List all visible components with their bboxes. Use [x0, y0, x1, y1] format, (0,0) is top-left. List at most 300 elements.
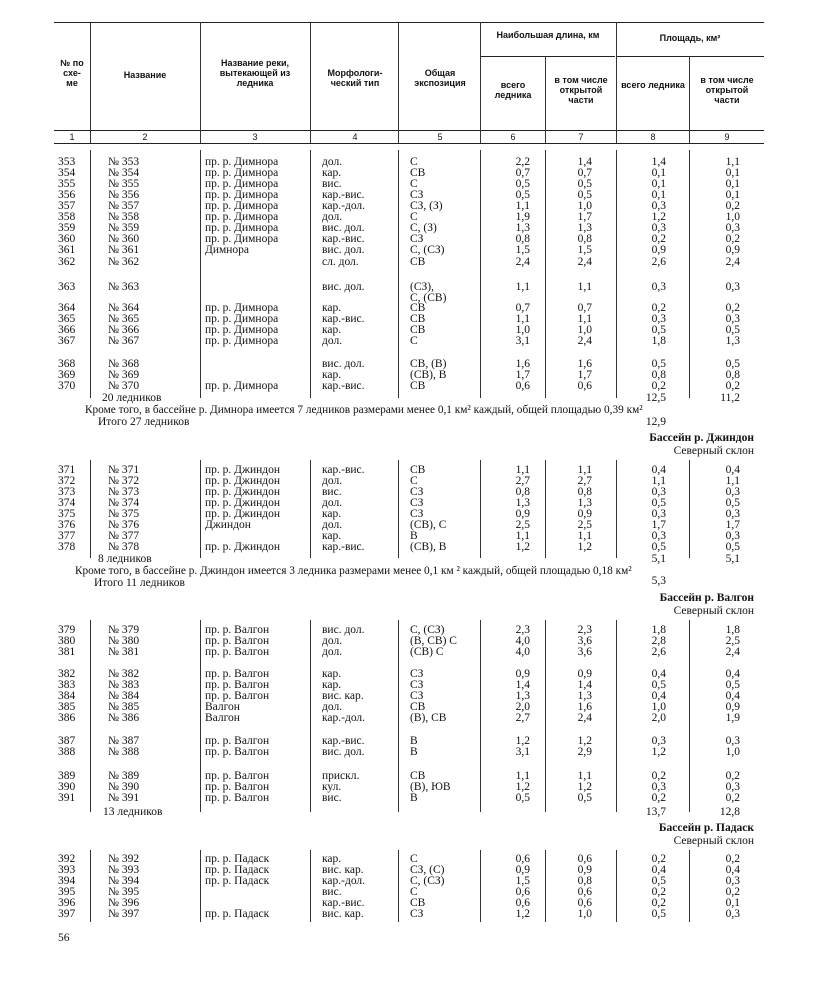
header-col-divider	[90, 22, 91, 143]
length-open: 1,1	[577, 530, 592, 542]
length-open: 0,9	[577, 668, 592, 680]
row-number: 379	[58, 624, 76, 636]
exposure: В	[410, 792, 418, 804]
length-total: 3,1	[515, 335, 530, 347]
length-open: 0,5	[577, 189, 592, 201]
column-rule	[310, 850, 311, 922]
area-open: 0,3	[725, 486, 740, 498]
morph-type: вис. кар.	[322, 690, 364, 702]
area-open: 0,2	[725, 770, 740, 782]
length-open: 3,6	[577, 646, 592, 658]
morph-type: сл. дол.	[322, 256, 359, 268]
length-open: 2,4	[577, 335, 592, 347]
col-number: 9	[724, 132, 730, 142]
summary-total: Итого 27 ледников	[98, 416, 190, 428]
area-open: 0,2	[725, 380, 740, 392]
glacier-name: № 371	[108, 464, 140, 476]
row-number: 391	[58, 792, 76, 804]
exposure: СЗ, (С)	[410, 864, 445, 876]
morph-type: кар.-вис.	[322, 313, 365, 325]
length-open: 0,6	[577, 380, 592, 392]
length-total: 0,5	[515, 792, 530, 804]
morph-type: дол.	[322, 335, 343, 347]
morph-type: кар.	[322, 324, 342, 336]
area-total: 0,4	[651, 690, 666, 702]
exposure: С, (СЗ)	[410, 875, 445, 887]
exposure: СВ	[410, 897, 426, 909]
glacier-name: № 396	[108, 897, 140, 909]
length-total: 1,0	[515, 324, 530, 336]
length-open: 0,8	[577, 486, 592, 498]
length-open: 1,2	[577, 781, 592, 793]
exposure: СВ	[410, 256, 426, 268]
row-number: 377	[58, 530, 76, 542]
column-rule	[398, 150, 399, 398]
header-length-open: в том числе открытой части	[554, 75, 608, 105]
length-open: 1,7	[577, 211, 592, 223]
morph-type: кар.-вис.	[322, 380, 365, 392]
river-name: пр. р. Валгон	[205, 646, 270, 658]
header-subrule-area	[617, 56, 764, 57]
length-total: 1,3	[515, 690, 530, 702]
row-number: 371	[58, 464, 76, 476]
header-area-total: всего ледника	[621, 80, 685, 90]
column-rule	[90, 620, 91, 812]
glacier-name: № 365	[108, 313, 140, 325]
area-total: 1,8	[651, 624, 666, 636]
length-total: 1,1	[515, 464, 530, 476]
river-name: пр. р. Джиндон	[205, 508, 281, 520]
area-total: 0,5	[651, 679, 666, 691]
row-number: 390	[58, 781, 76, 793]
length-open: 1,6	[577, 701, 592, 713]
column-rule	[90, 850, 91, 922]
river-name: пр. р. Димнора	[205, 211, 279, 223]
river-name: пр. р. Димнора	[205, 313, 279, 325]
length-open: 1,4	[577, 679, 592, 691]
river-name: пр. р. Джиндон	[205, 497, 281, 509]
row-number: 362	[58, 256, 76, 268]
exposure: (СВ), С	[410, 519, 447, 531]
length-open: 1,3	[577, 690, 592, 702]
row-number: 380	[58, 635, 76, 647]
column-rule	[480, 620, 481, 812]
exposure: СЗ	[410, 908, 424, 920]
col-number: 3	[252, 132, 258, 142]
area-total: 0,3	[651, 735, 666, 747]
header-col-divider	[398, 22, 399, 143]
river-name: пр. р. Валгон	[205, 679, 270, 691]
morph-type: кар.	[322, 530, 342, 542]
length-open: 1,1	[577, 464, 592, 476]
morph-type: вис. дол.	[322, 358, 365, 370]
length-total: 1,2	[515, 781, 530, 793]
exposure: (СВ), В	[410, 369, 447, 381]
header-area-open: в том числе открытой части	[700, 75, 754, 105]
page-number: 56	[58, 932, 70, 944]
area-open: 0,3	[725, 875, 740, 887]
exposure: С	[410, 335, 418, 347]
exposure: (СВ), В	[410, 541, 447, 553]
section-basin-title: Бассейн р. Валгон	[659, 592, 754, 604]
glacier-name: № 389	[108, 770, 140, 782]
exposure: С	[410, 853, 418, 865]
glacier-name: № 379	[108, 624, 140, 636]
length-open: 1,4	[577, 156, 592, 168]
area-total: 1,8	[651, 335, 666, 347]
length-open: 2,5	[577, 519, 592, 531]
area-total: 0,9	[651, 244, 666, 256]
area-open: 0,8	[725, 369, 740, 381]
glacier-name: № 355	[108, 178, 140, 190]
exposure: С	[410, 156, 418, 168]
length-open: 0,7	[577, 167, 592, 179]
morph-type: кар.	[322, 853, 342, 865]
morph-type: кар.-вис.	[322, 541, 365, 553]
exposure: (В, СВ) С	[410, 635, 457, 647]
morph-type: вис. дол.	[322, 624, 365, 636]
column-rule	[398, 460, 399, 558]
length-total: 1,1	[515, 281, 530, 293]
area-open: 0,4	[725, 864, 740, 876]
morph-type: кар.-вис.	[322, 735, 365, 747]
glacier-name: № 377	[108, 530, 140, 542]
exposure: СЗ	[410, 508, 424, 520]
summary-note: Кроме того, в бассейне р. Джиндон имеется 3 ледника размерами менее 0,1 км ² каждый, общей площадью 0,18 км²	[75, 565, 632, 577]
area-open: 1,0	[725, 746, 740, 758]
area-total: 2,0	[651, 712, 666, 724]
morph-type: вис. дол.	[322, 746, 365, 758]
glacier-name: № 360	[108, 233, 140, 245]
length-total: 2,4	[515, 256, 530, 268]
exposure: В	[410, 530, 418, 542]
column-rule	[616, 850, 617, 922]
area-total: 0,4	[651, 668, 666, 680]
length-open: 2,4	[577, 712, 592, 724]
morph-type: кар.-вис.	[322, 464, 365, 476]
morph-type: вис.	[322, 178, 342, 190]
summary-area: 5,1	[651, 553, 666, 565]
river-name: Димнора	[205, 244, 250, 256]
header-col-divider	[689, 56, 690, 143]
area-total: 0,2	[651, 897, 666, 909]
morph-type: дол.	[322, 701, 343, 713]
river-name: пр. р. Валгон	[205, 735, 270, 747]
morph-type: вис. кар.	[322, 864, 364, 876]
area-total: 0,5	[651, 541, 666, 553]
area-open: 0,3	[725, 735, 740, 747]
exposure: СВ	[410, 464, 426, 476]
glacier-name: № 369	[108, 369, 140, 381]
exposure: С, (СЗ)	[410, 244, 445, 256]
col-number: 4	[352, 132, 358, 142]
exposure: СЗ	[410, 668, 424, 680]
column-rule	[689, 850, 690, 922]
exposure: С, (СЗ)	[410, 624, 445, 636]
row-number: 372	[58, 475, 76, 487]
area-total: 2,8	[651, 635, 666, 647]
length-open: 1,3	[577, 497, 592, 509]
area-open: 0,3	[725, 530, 740, 542]
glacier-name: № 382	[108, 668, 140, 680]
morph-type: вис.	[322, 886, 342, 898]
river-name: пр. р. Димнора	[205, 324, 279, 336]
area-open: 1,7	[725, 519, 740, 531]
morph-type: вис. дол.	[322, 244, 365, 256]
glacier-name: № 392	[108, 853, 140, 865]
area-total: 0,3	[651, 222, 666, 234]
column-rule	[545, 620, 546, 812]
area-total: 0,5	[651, 324, 666, 336]
row-number: 374	[58, 497, 76, 509]
exposure: СВ	[410, 380, 426, 392]
area-total: 0,5	[651, 358, 666, 370]
area-open: 2,4	[725, 256, 740, 268]
glacier-name: № 390	[108, 781, 140, 793]
row-number: 356	[58, 189, 76, 201]
column-rule	[398, 620, 399, 812]
length-open: 1,6	[577, 358, 592, 370]
area-open: 0,3	[725, 781, 740, 793]
river-name: пр. р. Димнора	[205, 156, 279, 168]
glacier-name: № 391	[108, 792, 140, 804]
area-open: 0,3	[725, 508, 740, 520]
glacier-name: № 385	[108, 701, 140, 713]
area-total: 1,1	[651, 475, 666, 487]
area-open: 0,2	[725, 200, 740, 212]
glacier-name: № 354	[108, 167, 140, 179]
area-total: 0,2	[651, 792, 666, 804]
exposure: С, (З)	[410, 222, 437, 234]
morph-type: дол.	[322, 497, 343, 509]
morph-type: кар.	[322, 302, 342, 314]
col-number: 1	[69, 132, 75, 142]
length-open: 0,6	[577, 897, 592, 909]
river-name: пр. р. Джиндон	[205, 464, 281, 476]
glacier-name: № 353	[108, 156, 140, 168]
area-total: 0,2	[651, 233, 666, 245]
row-number: 353	[58, 156, 76, 168]
header-exposure: Общая экспозиция	[414, 68, 466, 88]
morph-type: дол.	[322, 211, 343, 223]
exposure: (СЗ),	[410, 281, 434, 293]
column-rule	[200, 850, 201, 922]
column-rule	[689, 150, 690, 398]
header-col-divider	[480, 22, 481, 143]
row-number: 359	[58, 222, 76, 234]
exposure: СЗ	[410, 497, 424, 509]
length-total: 1,7	[515, 369, 530, 381]
row-number: 393	[58, 864, 76, 876]
morph-type: дол.	[322, 646, 343, 658]
row-number: 385	[58, 701, 76, 713]
length-open: 1,3	[577, 222, 592, 234]
glacier-name: № 374	[108, 497, 140, 509]
header-col-divider	[616, 22, 617, 143]
row-number: 361	[58, 244, 76, 256]
area-open: 0,5	[725, 541, 740, 553]
length-total: 0,7	[515, 302, 530, 314]
morph-type: вис.	[322, 792, 342, 804]
length-total: 0,6	[515, 886, 530, 898]
length-total: 4,0	[515, 635, 530, 647]
length-open: 0,9	[577, 508, 592, 520]
glacier-name: № 358	[108, 211, 140, 223]
row-number: 355	[58, 178, 76, 190]
area-total: 0,4	[651, 464, 666, 476]
length-total: 2,0	[515, 701, 530, 713]
header-area: Площадь, км²	[659, 33, 721, 43]
exposure-continued: С, (СВ)	[410, 292, 447, 304]
exposure: СЗ	[410, 486, 424, 498]
morph-type: кар.	[322, 668, 342, 680]
exposure: В	[410, 735, 418, 747]
length-total: 0,9	[515, 668, 530, 680]
length-total: 0,5	[515, 189, 530, 201]
river-name: пр. р. Валгон	[205, 770, 270, 782]
row-number: 387	[58, 735, 76, 747]
area-open: 0,2	[725, 233, 740, 245]
river-name: пр. р. Димнора	[205, 335, 279, 347]
exposure: СЗ	[410, 690, 424, 702]
col-number: 6	[510, 132, 516, 142]
length-total: 1,9	[515, 211, 530, 223]
length-open: 1,7	[577, 369, 592, 381]
glacier-name: № 388	[108, 746, 140, 758]
morph-type: кар.	[322, 167, 342, 179]
river-name: пр. р. Валгон	[205, 690, 270, 702]
length-total: 1,3	[515, 222, 530, 234]
row-number: 397	[58, 908, 76, 920]
length-open: 3,6	[577, 635, 592, 647]
header-morph-type: Морфологи- ческий тип	[327, 68, 383, 88]
area-open: 1,0	[725, 211, 740, 223]
length-open: 1,1	[577, 281, 592, 293]
length-total: 1,3	[515, 497, 530, 509]
glacier-name: № 367	[108, 335, 140, 347]
exposure: СЗ	[410, 233, 424, 245]
row-number: 375	[58, 508, 76, 520]
river-name: пр. р. Падаск	[205, 853, 270, 865]
river-name: пр. р. Падаск	[205, 875, 270, 887]
column-rule	[689, 460, 690, 558]
exposure: СВ	[410, 313, 426, 325]
column-rule	[480, 150, 481, 398]
glacier-name: № 357	[108, 200, 140, 212]
summary-total-area: 12,9	[645, 416, 666, 428]
row-number: 370	[58, 380, 76, 392]
column-rule	[616, 620, 617, 812]
area-open: 1,8	[725, 624, 740, 636]
area-open: 0,4	[725, 668, 740, 680]
river-name: пр. р. Валгон	[205, 781, 270, 793]
length-total: 1,1	[515, 200, 530, 212]
length-total: 0,6	[515, 853, 530, 865]
glacier-name: № 359	[108, 222, 140, 234]
area-total: 0,2	[651, 853, 666, 865]
exposure: (СВ) С	[410, 646, 444, 658]
area-open: 1,1	[725, 475, 740, 487]
header-col-divider	[310, 22, 311, 143]
length-open: 0,9	[577, 864, 592, 876]
area-total: 0,2	[651, 380, 666, 392]
length-open: 1,0	[577, 908, 592, 920]
column-rule	[398, 850, 399, 922]
area-open: 1,9	[725, 712, 740, 724]
summary-total-area: 5,3	[651, 575, 666, 587]
row-number: 357	[58, 200, 76, 212]
area-total: 0,5	[651, 875, 666, 887]
area-total: 1,0	[651, 701, 666, 713]
section-slope: Северный склон	[673, 605, 754, 617]
length-open: 0,8	[577, 875, 592, 887]
exposure: В	[410, 746, 418, 758]
glacier-name: № 380	[108, 635, 140, 647]
exposure: СЗ	[410, 189, 424, 201]
area-open: 1,1	[725, 156, 740, 168]
area-total: 1,2	[651, 746, 666, 758]
area-total: 1,7	[651, 519, 666, 531]
length-total: 1,1	[515, 770, 530, 782]
area-open: 0,5	[725, 679, 740, 691]
length-total: 1,2	[515, 908, 530, 920]
area-total: 2,6	[651, 256, 666, 268]
length-total: 0,8	[515, 486, 530, 498]
column-rule	[480, 460, 481, 558]
glacier-name: № 375	[108, 508, 140, 520]
glacier-name: № 363	[108, 281, 140, 293]
river-name: пр. р. Валгон	[205, 668, 270, 680]
area-open: 0,4	[725, 464, 740, 476]
area-total: 0,1	[651, 178, 666, 190]
header-bottom-rule	[54, 143, 764, 144]
glacier-name: № 386	[108, 712, 140, 724]
area-open: 0,1	[725, 189, 740, 201]
area-open: 0,1	[725, 167, 740, 179]
length-open: 0,5	[577, 178, 592, 190]
river-name: пр. р. Джиндон	[205, 486, 281, 498]
morph-type: вис. дол.	[322, 222, 365, 234]
header-subrule-length	[481, 56, 615, 57]
length-open: 1,2	[577, 735, 592, 747]
area-open: 0,2	[725, 853, 740, 865]
length-open: 1,1	[577, 313, 592, 325]
header-number: № по схе- ме	[60, 58, 84, 88]
column-rule	[545, 460, 546, 558]
row-number: 368	[58, 358, 76, 370]
row-number: 395	[58, 886, 76, 898]
length-open: 2,7	[577, 475, 592, 487]
glacier-name: № 384	[108, 690, 140, 702]
row-number: 392	[58, 853, 76, 865]
morph-type: дол.	[322, 635, 343, 647]
glacier-name: № 387	[108, 735, 140, 747]
length-open: 0,7	[577, 302, 592, 314]
area-total: 0,1	[651, 189, 666, 201]
length-total: 3,1	[515, 746, 530, 758]
length-total: 0,8	[515, 233, 530, 245]
area-total: 0,4	[651, 864, 666, 876]
length-open: 1,0	[577, 324, 592, 336]
glacier-name: № 395	[108, 886, 140, 898]
river-name: пр. р. Валгон	[205, 635, 270, 647]
header-col-divider	[545, 56, 546, 143]
river-name: пр. р. Валгон	[205, 746, 270, 758]
area-total: 0,5	[651, 908, 666, 920]
area-open: 0,9	[725, 244, 740, 256]
glacier-name: № 366	[108, 324, 140, 336]
section-basin-title: Бассейн р. Джиндон	[649, 432, 754, 444]
